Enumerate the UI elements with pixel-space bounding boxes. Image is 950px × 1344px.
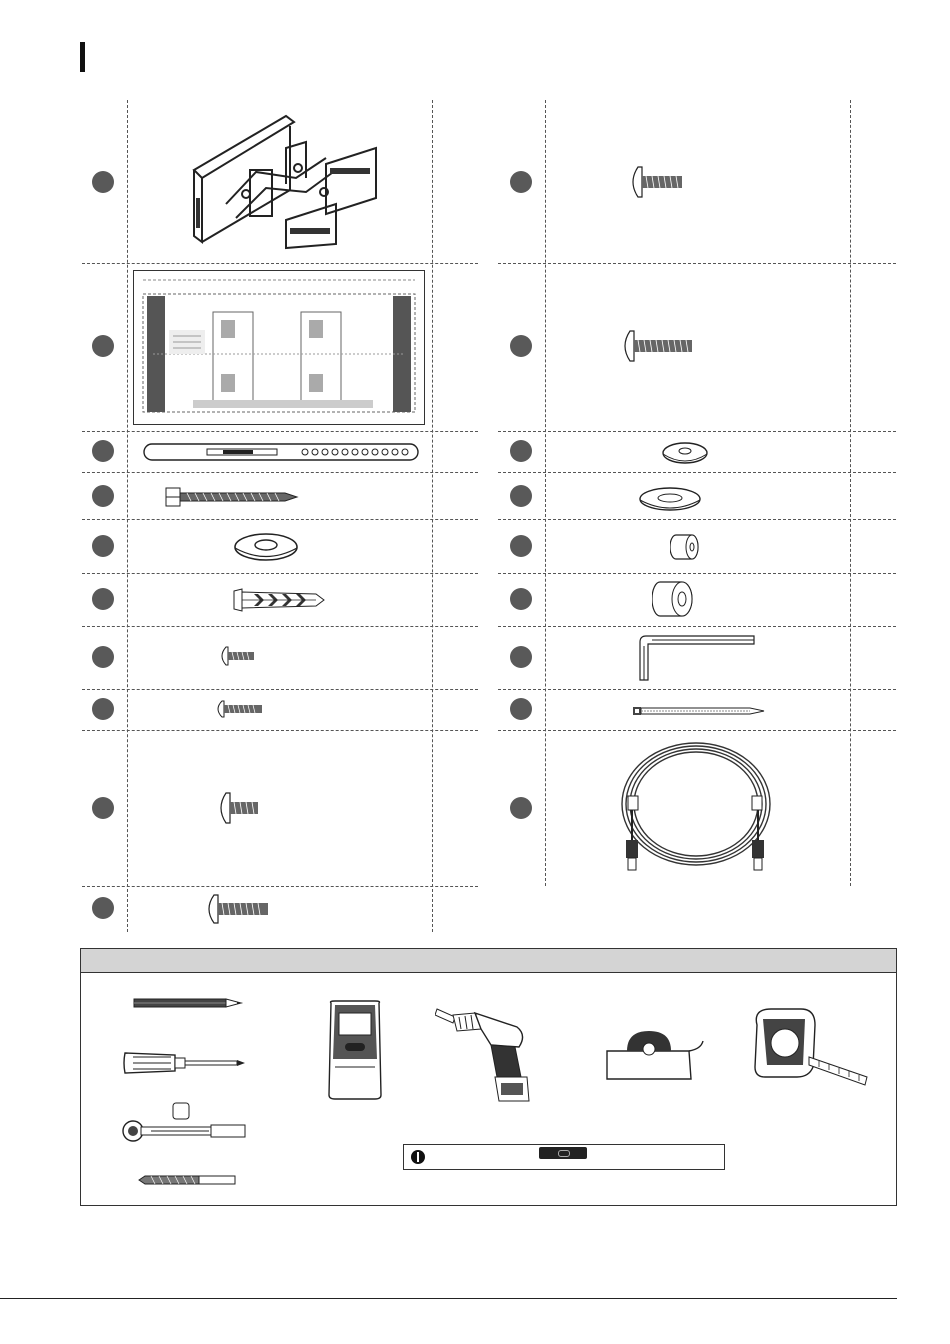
stud-finder-icon xyxy=(325,999,385,1101)
screw-icon xyxy=(218,646,256,666)
tv-wall-mount-icon xyxy=(186,108,382,250)
drill-bit-icon xyxy=(137,1175,237,1185)
screw-icon xyxy=(204,894,270,924)
part-badge xyxy=(92,335,114,357)
note-bar xyxy=(403,1144,725,1170)
screw-icon xyxy=(214,700,264,718)
footer-rule xyxy=(0,1298,897,1299)
slotted-bar-icon xyxy=(143,443,419,461)
tools-header xyxy=(81,949,896,973)
cable-tie-icon xyxy=(632,704,766,718)
part-badge xyxy=(510,698,532,720)
part-badge xyxy=(510,171,532,193)
part-badge xyxy=(92,698,114,720)
part-badge xyxy=(510,588,532,610)
part-badge xyxy=(510,646,532,668)
tape-measure-icon xyxy=(749,1005,871,1095)
pencil-icon xyxy=(133,997,245,1009)
screw-icon xyxy=(628,166,684,198)
spacer-icon xyxy=(652,580,694,618)
part-badge xyxy=(510,797,532,819)
screw-icon xyxy=(216,792,260,824)
part-badge xyxy=(92,485,114,507)
part-badge xyxy=(510,535,532,557)
part-badge xyxy=(92,440,114,462)
part-badge xyxy=(510,335,532,357)
screw-icon xyxy=(620,330,694,362)
lag-bolt-icon xyxy=(165,486,300,508)
level-icon xyxy=(539,1147,587,1159)
socket-wrench-icon xyxy=(121,1101,247,1145)
part-badge xyxy=(92,897,114,919)
part-badge xyxy=(92,171,114,193)
tape-icon xyxy=(605,1029,705,1081)
part-badge xyxy=(92,646,114,668)
part-badge xyxy=(510,485,532,507)
wall-template-icon xyxy=(133,270,425,425)
washer-icon xyxy=(233,531,299,563)
tools-section xyxy=(80,948,897,1206)
spacer-icon xyxy=(670,533,700,561)
part-badge xyxy=(92,535,114,557)
anchor-icon xyxy=(232,587,326,613)
part-badge xyxy=(510,440,532,462)
part-badge xyxy=(92,797,114,819)
screwdriver-icon xyxy=(123,1049,247,1077)
washer-icon xyxy=(661,440,709,466)
hex-key-icon xyxy=(638,632,758,682)
section-title-marker xyxy=(80,42,85,72)
drill-icon xyxy=(435,1005,535,1105)
info-icon xyxy=(410,1149,426,1165)
washer-icon xyxy=(638,486,702,514)
cable-icon xyxy=(610,740,780,876)
part-badge xyxy=(92,588,114,610)
